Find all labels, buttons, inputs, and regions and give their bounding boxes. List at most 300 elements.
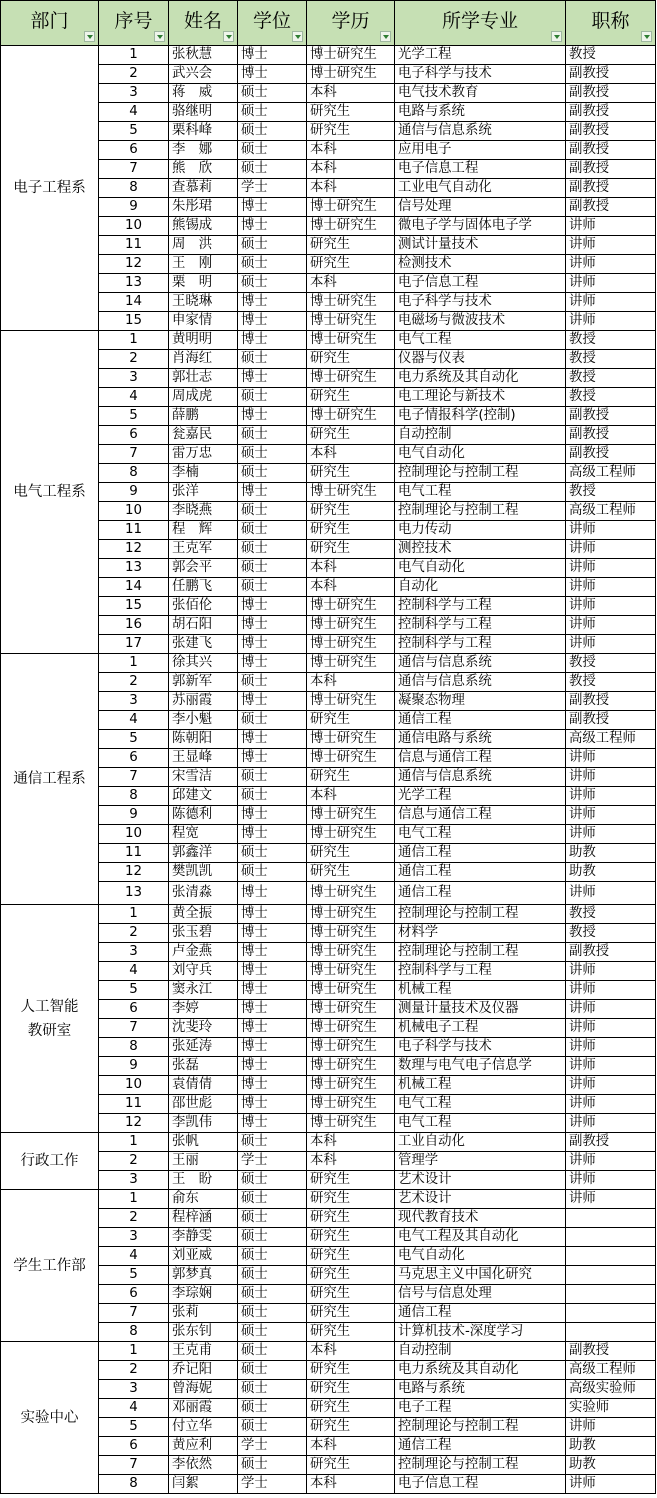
name-cell[interactable]: 王丽 <box>169 1152 238 1171</box>
degree-cell[interactable]: 硕士 <box>238 711 307 730</box>
name-cell[interactable]: 张磊 <box>169 1057 238 1076</box>
seq-cell[interactable]: 6 <box>99 1000 169 1019</box>
title-cell[interactable] <box>566 1247 656 1266</box>
name-cell[interactable]: 申家情 <box>169 312 238 331</box>
title-cell[interactable]: 讲师 <box>566 597 656 616</box>
degree-cell[interactable]: 博士 <box>238 312 307 331</box>
degree-cell[interactable]: 硕士 <box>238 1285 307 1304</box>
title-cell[interactable]: 高级工程师 <box>566 502 656 521</box>
title-cell[interactable]: 副教授 <box>566 943 656 962</box>
seq-cell[interactable]: 8 <box>99 1475 169 1494</box>
title-cell[interactable]: 教授 <box>566 673 656 692</box>
name-cell[interactable]: 俞东 <box>169 1190 238 1209</box>
name-cell[interactable]: 栗科峰 <box>169 122 238 141</box>
major-cell[interactable]: 电气技术教育 <box>395 84 566 103</box>
seq-cell[interactable]: 1 <box>99 1342 169 1361</box>
name-cell[interactable]: 肖海红 <box>169 350 238 369</box>
major-cell[interactable]: 电子信息工程 <box>395 1475 566 1494</box>
table-row[interactable] <box>1 1114 656 1133</box>
degree-cell[interactable]: 博士 <box>238 407 307 426</box>
title-cell[interactable] <box>566 1285 656 1304</box>
name-cell[interactable]: 张建飞 <box>169 635 238 654</box>
name-cell[interactable]: 苏丽霞 <box>169 692 238 711</box>
title-cell[interactable]: 讲师 <box>566 1019 656 1038</box>
education-cell[interactable]: 博士研究生 <box>307 483 395 502</box>
table-row[interactable] <box>1 635 656 654</box>
education-cell[interactable]: 博士研究生 <box>307 1057 395 1076</box>
seq-cell[interactable]: 14 <box>99 293 169 312</box>
education-cell[interactable]: 博士研究生 <box>307 905 395 924</box>
education-cell[interactable]: 博士研究生 <box>307 597 395 616</box>
title-cell[interactable]: 讲师 <box>566 635 656 654</box>
title-cell[interactable]: 讲师 <box>566 825 656 844</box>
table-row[interactable] <box>1 1456 656 1475</box>
name-cell[interactable]: 陈德利 <box>169 806 238 825</box>
major-cell[interactable]: 自动控制 <box>395 426 566 445</box>
table-row[interactable] <box>1 46 656 65</box>
degree-cell[interactable]: 硕士 <box>238 863 307 882</box>
title-cell[interactable]: 讲师 <box>566 1038 656 1057</box>
education-cell[interactable]: 研究生 <box>307 1456 395 1475</box>
title-cell[interactable]: 讲师 <box>566 578 656 597</box>
table-row[interactable] <box>1 540 656 559</box>
seq-cell[interactable]: 6 <box>99 426 169 445</box>
education-cell[interactable]: 博士研究生 <box>307 692 395 711</box>
seq-cell[interactable]: 1 <box>99 46 169 65</box>
name-cell[interactable]: 李静雯 <box>169 1228 238 1247</box>
name-cell[interactable]: 刘守兵 <box>169 962 238 981</box>
title-cell[interactable]: 教授 <box>566 388 656 407</box>
education-cell[interactable]: 博士研究生 <box>307 1000 395 1019</box>
table-row[interactable] <box>1 426 656 445</box>
seq-cell[interactable]: 10 <box>99 502 169 521</box>
major-cell[interactable]: 马克思主义中国化研究 <box>395 1266 566 1285</box>
name-cell[interactable]: 熊锡成 <box>169 217 238 236</box>
education-cell[interactable]: 本科 <box>307 141 395 160</box>
degree-cell[interactable]: 博士 <box>238 905 307 924</box>
major-cell[interactable]: 电力系统及其自动化 <box>395 369 566 388</box>
seq-cell[interactable]: 5 <box>99 1418 169 1437</box>
name-cell[interactable]: 薛鹏 <box>169 407 238 426</box>
table-row[interactable] <box>1 65 656 84</box>
major-cell[interactable]: 管理学 <box>395 1152 566 1171</box>
title-cell[interactable]: 副教授 <box>566 84 656 103</box>
degree-cell[interactable]: 硕士 <box>238 1171 307 1190</box>
education-cell[interactable]: 本科 <box>307 84 395 103</box>
filter-dropdown-icon[interactable] <box>292 31 303 42</box>
education-cell[interactable]: 博士研究生 <box>307 924 395 943</box>
education-cell[interactable]: 研究生 <box>307 540 395 559</box>
title-cell[interactable]: 副教授 <box>566 692 656 711</box>
degree-cell[interactable]: 博士 <box>238 1019 307 1038</box>
name-cell[interactable]: 卢金燕 <box>169 943 238 962</box>
name-cell[interactable]: 雷万忠 <box>169 445 238 464</box>
degree-cell[interactable]: 硕士 <box>238 464 307 483</box>
table-row[interactable] <box>1 1361 656 1380</box>
seq-cell[interactable]: 8 <box>99 787 169 806</box>
major-cell[interactable]: 信息与通信工程 <box>395 806 566 825</box>
department-cell[interactable]: 实验中心 <box>1 1342 99 1494</box>
seq-cell[interactable]: 12 <box>99 255 169 274</box>
department-cell[interactable]: 电气工程系 <box>1 331 99 654</box>
degree-cell[interactable]: 硕士 <box>238 255 307 274</box>
education-cell[interactable]: 研究生 <box>307 1399 395 1418</box>
seq-cell[interactable]: 8 <box>99 179 169 198</box>
education-cell[interactable]: 博士研究生 <box>307 1095 395 1114</box>
education-cell[interactable]: 本科 <box>307 1437 395 1456</box>
education-cell[interactable]: 博士研究生 <box>307 369 395 388</box>
name-cell[interactable]: 闫絮 <box>169 1475 238 1494</box>
table-row[interactable] <box>1 350 656 369</box>
major-cell[interactable]: 艺术设计 <box>395 1171 566 1190</box>
table-row[interactable] <box>1 1152 656 1171</box>
seq-cell[interactable]: 7 <box>99 445 169 464</box>
title-cell[interactable]: 讲师 <box>566 882 656 905</box>
title-cell[interactable]: 高级工程师 <box>566 464 656 483</box>
degree-cell[interactable]: 硕士 <box>238 502 307 521</box>
degree-cell[interactable]: 博士 <box>238 65 307 84</box>
title-cell[interactable]: 副教授 <box>566 141 656 160</box>
education-cell[interactable]: 博士研究生 <box>307 331 395 350</box>
seq-cell[interactable]: 15 <box>99 597 169 616</box>
degree-cell[interactable]: 博士 <box>238 635 307 654</box>
major-cell[interactable]: 仪器与仪表 <box>395 350 566 369</box>
title-cell[interactable]: 讲师 <box>566 616 656 635</box>
degree-cell[interactable]: 博士 <box>238 730 307 749</box>
title-cell[interactable]: 高级工程师 <box>566 1361 656 1380</box>
title-cell[interactable] <box>566 1209 656 1228</box>
title-cell[interactable]: 讲师 <box>566 768 656 787</box>
name-cell[interactable]: 黄全振 <box>169 905 238 924</box>
degree-cell[interactable]: 博士 <box>238 749 307 768</box>
education-cell[interactable]: 博士研究生 <box>307 198 395 217</box>
table-row[interactable] <box>1 730 656 749</box>
degree-cell[interactable]: 硕士 <box>238 1266 307 1285</box>
title-cell[interactable]: 副教授 <box>566 122 656 141</box>
name-cell[interactable]: 李琮娴 <box>169 1285 238 1304</box>
name-cell[interactable]: 程宽 <box>169 825 238 844</box>
table-row[interactable] <box>1 749 656 768</box>
table-row[interactable] <box>1 1437 656 1456</box>
title-cell[interactable]: 讲师 <box>566 255 656 274</box>
education-cell[interactable]: 博士研究生 <box>307 1038 395 1057</box>
name-cell[interactable]: 宋雪洁 <box>169 768 238 787</box>
name-cell[interactable]: 曾海妮 <box>169 1380 238 1399</box>
table-row[interactable] <box>1 464 656 483</box>
name-cell[interactable]: 李婷 <box>169 1000 238 1019</box>
table-row[interactable] <box>1 844 656 863</box>
table-row[interactable] <box>1 141 656 160</box>
major-cell[interactable]: 测量计量技术及仪器 <box>395 1000 566 1019</box>
seq-cell[interactable]: 5 <box>99 122 169 141</box>
seq-cell[interactable]: 1 <box>99 654 169 673</box>
education-cell[interactable]: 研究生 <box>307 502 395 521</box>
education-cell[interactable]: 本科 <box>307 559 395 578</box>
major-cell[interactable]: 通信工程 <box>395 844 566 863</box>
seq-cell[interactable]: 9 <box>99 198 169 217</box>
education-cell[interactable]: 本科 <box>307 160 395 179</box>
name-cell[interactable]: 周 洪 <box>169 236 238 255</box>
title-cell[interactable]: 讲师 <box>566 1152 656 1171</box>
title-cell[interactable]: 副教授 <box>566 1133 656 1152</box>
title-cell[interactable]: 副教授 <box>566 160 656 179</box>
major-cell[interactable]: 电气自动化 <box>395 445 566 464</box>
degree-cell[interactable]: 博士 <box>238 331 307 350</box>
education-cell[interactable]: 博士研究生 <box>307 407 395 426</box>
table-row[interactable] <box>1 673 656 692</box>
title-cell[interactable]: 高级工程师 <box>566 730 656 749</box>
seq-cell[interactable]: 10 <box>99 217 169 236</box>
education-cell[interactable]: 博士研究生 <box>307 981 395 1000</box>
table-row[interactable] <box>1 331 656 350</box>
major-cell[interactable]: 控制科学与工程 <box>395 962 566 981</box>
major-cell[interactable]: 电力传动 <box>395 521 566 540</box>
table-row[interactable] <box>1 369 656 388</box>
table-row[interactable] <box>1 312 656 331</box>
name-cell[interactable]: 邱建文 <box>169 787 238 806</box>
title-cell[interactable]: 讲师 <box>566 559 656 578</box>
major-cell[interactable]: 信息与通信工程 <box>395 749 566 768</box>
seq-cell[interactable]: 15 <box>99 312 169 331</box>
education-cell[interactable]: 研究生 <box>307 236 395 255</box>
education-cell[interactable]: 博士研究生 <box>307 616 395 635</box>
major-cell[interactable]: 通信与信息系统 <box>395 768 566 787</box>
table-row[interactable] <box>1 1228 656 1247</box>
major-cell[interactable]: 电力系统及其自动化 <box>395 1361 566 1380</box>
title-cell[interactable]: 讲师 <box>566 1418 656 1437</box>
title-cell[interactable]: 讲师 <box>566 749 656 768</box>
education-cell[interactable]: 研究生 <box>307 1380 395 1399</box>
table-row[interactable] <box>1 768 656 787</box>
seq-cell[interactable]: 1 <box>99 1133 169 1152</box>
seq-cell[interactable]: 4 <box>99 1399 169 1418</box>
title-cell[interactable]: 教授 <box>566 350 656 369</box>
name-cell[interactable]: 栗 明 <box>169 274 238 293</box>
major-cell[interactable]: 光学工程 <box>395 787 566 806</box>
major-cell[interactable]: 电路与系统 <box>395 103 566 122</box>
degree-cell[interactable]: 博士 <box>238 654 307 673</box>
department-cell[interactable]: 电子工程系 <box>1 46 99 331</box>
seq-cell[interactable]: 1 <box>99 1190 169 1209</box>
seq-cell[interactable]: 8 <box>99 464 169 483</box>
table-row[interactable] <box>1 217 656 236</box>
seq-cell[interactable]: 1 <box>99 905 169 924</box>
title-cell[interactable]: 讲师 <box>566 1171 656 1190</box>
title-cell[interactable] <box>566 1266 656 1285</box>
education-cell[interactable]: 研究生 <box>307 1418 395 1437</box>
name-cell[interactable]: 郭鑫洋 <box>169 844 238 863</box>
title-cell[interactable]: 讲师 <box>566 217 656 236</box>
major-cell[interactable]: 电子科学与技术 <box>395 1038 566 1057</box>
name-cell[interactable]: 王克甫 <box>169 1342 238 1361</box>
title-cell[interactable]: 教授 <box>566 483 656 502</box>
major-cell[interactable]: 电子科学与技术 <box>395 65 566 84</box>
seq-cell[interactable]: 7 <box>99 1456 169 1475</box>
seq-cell[interactable]: 3 <box>99 943 169 962</box>
seq-cell[interactable]: 11 <box>99 236 169 255</box>
title-cell[interactable] <box>566 1323 656 1342</box>
education-cell[interactable]: 研究生 <box>307 1190 395 1209</box>
major-cell[interactable]: 通信工程 <box>395 863 566 882</box>
table-row[interactable] <box>1 103 656 122</box>
title-cell[interactable]: 教授 <box>566 46 656 65</box>
seq-cell[interactable]: 2 <box>99 350 169 369</box>
table-row[interactable] <box>1 1095 656 1114</box>
table-row[interactable] <box>1 882 656 905</box>
seq-cell[interactable]: 11 <box>99 844 169 863</box>
table-row[interactable] <box>1 863 656 882</box>
seq-cell[interactable]: 4 <box>99 711 169 730</box>
major-cell[interactable]: 电子情报科学(控制) <box>395 407 566 426</box>
education-cell[interactable]: 本科 <box>307 1133 395 1152</box>
major-cell[interactable]: 材料学 <box>395 924 566 943</box>
degree-cell[interactable]: 博士 <box>238 882 307 905</box>
seq-cell[interactable]: 2 <box>99 65 169 84</box>
education-cell[interactable]: 研究生 <box>307 1209 395 1228</box>
name-cell[interactable]: 王 刚 <box>169 255 238 274</box>
title-cell[interactable]: 副教授 <box>566 407 656 426</box>
education-cell[interactable]: 博士研究生 <box>307 65 395 84</box>
title-cell[interactable]: 副教授 <box>566 179 656 198</box>
table-row[interactable] <box>1 924 656 943</box>
table-row[interactable] <box>1 787 656 806</box>
degree-cell[interactable]: 学士 <box>238 1437 307 1456</box>
table-row[interactable] <box>1 825 656 844</box>
degree-cell[interactable]: 硕士 <box>238 160 307 179</box>
name-cell[interactable]: 刘亚威 <box>169 1247 238 1266</box>
major-cell[interactable]: 通信工程 <box>395 1304 566 1323</box>
major-cell[interactable]: 电气自动化 <box>395 1247 566 1266</box>
education-cell[interactable]: 研究生 <box>307 103 395 122</box>
table-row[interactable] <box>1 521 656 540</box>
seq-cell[interactable]: 16 <box>99 616 169 635</box>
name-cell[interactable]: 陈朝阳 <box>169 730 238 749</box>
degree-cell[interactable]: 硕士 <box>238 673 307 692</box>
table-row[interactable] <box>1 1342 656 1361</box>
title-cell[interactable]: 教授 <box>566 654 656 673</box>
major-cell[interactable]: 控制理论与控制工程 <box>395 1418 566 1437</box>
major-cell[interactable]: 电子科学与技术 <box>395 293 566 312</box>
major-cell[interactable]: 控制科学与工程 <box>395 635 566 654</box>
seq-cell[interactable]: 2 <box>99 673 169 692</box>
name-cell[interactable]: 胡石阳 <box>169 616 238 635</box>
major-cell[interactable]: 信号处理 <box>395 198 566 217</box>
education-cell[interactable]: 博士研究生 <box>307 749 395 768</box>
education-cell[interactable]: 研究生 <box>307 768 395 787</box>
name-cell[interactable]: 李依然 <box>169 1456 238 1475</box>
degree-cell[interactable]: 硕士 <box>238 426 307 445</box>
major-cell[interactable]: 电气工程 <box>395 1095 566 1114</box>
major-cell[interactable]: 通信工程 <box>395 1437 566 1456</box>
major-cell[interactable]: 电工理论与新技术 <box>395 388 566 407</box>
education-cell[interactable]: 研究生 <box>307 350 395 369</box>
filter-dropdown-icon[interactable] <box>641 31 652 42</box>
title-cell[interactable]: 讲师 <box>566 312 656 331</box>
degree-cell[interactable]: 博士 <box>238 597 307 616</box>
degree-cell[interactable]: 博士 <box>238 483 307 502</box>
title-cell[interactable] <box>566 1304 656 1323</box>
degree-cell[interactable]: 硕士 <box>238 1247 307 1266</box>
title-cell[interactable]: 助教 <box>566 1437 656 1456</box>
name-cell[interactable]: 蒋 威 <box>169 84 238 103</box>
major-cell[interactable]: 测控技术 <box>395 540 566 559</box>
table-row[interactable] <box>1 274 656 293</box>
title-cell[interactable]: 实验师 <box>566 1399 656 1418</box>
name-cell[interactable]: 张延涛 <box>169 1038 238 1057</box>
table-row[interactable] <box>1 578 656 597</box>
table-row[interactable] <box>1 962 656 981</box>
title-cell[interactable]: 讲师 <box>566 1095 656 1114</box>
seq-cell[interactable]: 2 <box>99 924 169 943</box>
major-cell[interactable]: 通信与信息系统 <box>395 654 566 673</box>
education-cell[interactable]: 研究生 <box>307 1247 395 1266</box>
seq-cell[interactable]: 6 <box>99 141 169 160</box>
education-cell[interactable]: 研究生 <box>307 863 395 882</box>
name-cell[interactable]: 张莉 <box>169 1304 238 1323</box>
seq-cell[interactable]: 6 <box>99 749 169 768</box>
title-cell[interactable]: 副教授 <box>566 426 656 445</box>
name-cell[interactable]: 李 娜 <box>169 141 238 160</box>
seq-cell[interactable]: 10 <box>99 825 169 844</box>
seq-cell[interactable]: 2 <box>99 1209 169 1228</box>
name-cell[interactable]: 樊凯凯 <box>169 863 238 882</box>
degree-cell[interactable]: 硕士 <box>238 1456 307 1475</box>
title-cell[interactable]: 助教 <box>566 844 656 863</box>
degree-cell[interactable]: 博士 <box>238 1076 307 1095</box>
degree-cell[interactable]: 博士 <box>238 1114 307 1133</box>
seq-cell[interactable]: 11 <box>99 1095 169 1114</box>
degree-cell[interactable]: 硕士 <box>238 1133 307 1152</box>
table-row[interactable] <box>1 981 656 1000</box>
major-cell[interactable]: 控制科学与工程 <box>395 597 566 616</box>
name-cell[interactable]: 瓮嘉民 <box>169 426 238 445</box>
table-row[interactable] <box>1 806 656 825</box>
seq-cell[interactable]: 5 <box>99 1266 169 1285</box>
table-row[interactable] <box>1 559 656 578</box>
title-cell[interactable]: 副教授 <box>566 65 656 84</box>
table-row[interactable] <box>1 711 656 730</box>
education-cell[interactable]: 本科 <box>307 1152 395 1171</box>
title-cell[interactable]: 讲师 <box>566 787 656 806</box>
education-cell[interactable]: 研究生 <box>307 711 395 730</box>
seq-cell[interactable]: 10 <box>99 1076 169 1095</box>
degree-cell[interactable]: 硕士 <box>238 274 307 293</box>
seq-cell[interactable]: 7 <box>99 1304 169 1323</box>
seq-cell[interactable]: 9 <box>99 1057 169 1076</box>
table-row[interactable] <box>1 1209 656 1228</box>
name-cell[interactable]: 张秋慧 <box>169 46 238 65</box>
table-row[interactable] <box>1 483 656 502</box>
name-cell[interactable]: 张帆 <box>169 1133 238 1152</box>
degree-cell[interactable]: 硕士 <box>238 1418 307 1437</box>
major-cell[interactable]: 通信工程 <box>395 711 566 730</box>
degree-cell[interactable]: 博士 <box>238 46 307 65</box>
seq-cell[interactable]: 4 <box>99 103 169 122</box>
title-cell[interactable]: 教授 <box>566 905 656 924</box>
degree-cell[interactable]: 硕士 <box>238 521 307 540</box>
name-cell[interactable]: 张佰伦 <box>169 597 238 616</box>
table-row[interactable] <box>1 388 656 407</box>
seq-cell[interactable]: 3 <box>99 84 169 103</box>
name-cell[interactable]: 付立华 <box>169 1418 238 1437</box>
degree-cell[interactable]: 博士 <box>238 806 307 825</box>
filter-dropdown-icon[interactable] <box>84 31 95 42</box>
name-cell[interactable]: 熊 欣 <box>169 160 238 179</box>
degree-cell[interactable]: 博士 <box>238 1057 307 1076</box>
seq-cell[interactable]: 9 <box>99 806 169 825</box>
seq-cell[interactable]: 6 <box>99 1285 169 1304</box>
major-cell[interactable]: 电气自动化 <box>395 559 566 578</box>
